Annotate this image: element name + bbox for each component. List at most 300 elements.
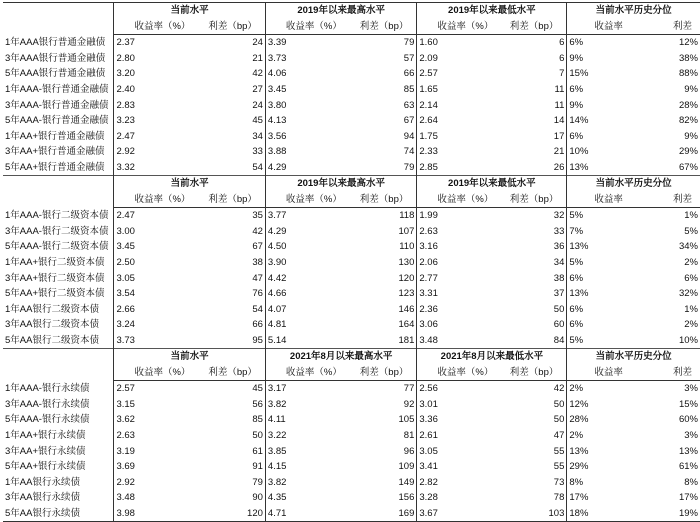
table-cell: 6% <box>567 317 632 333</box>
table-cell: 3.56 <box>265 128 343 144</box>
bond-name: 5年AA+银行普通金融债 <box>5 161 105 173</box>
table-cell: 50 <box>252 430 263 442</box>
row-label-header <box>3 349 114 365</box>
table-cell: 110 <box>399 241 415 253</box>
table-cell: 3.82 <box>265 474 343 490</box>
table-cell: 2.56 <box>417 381 495 397</box>
table-cell: 50 <box>553 398 565 410</box>
table-cell: 9% <box>684 130 698 142</box>
table-cell: 6 <box>495 35 567 51</box>
bond-name: 3年AAA-银行普通金融债 <box>5 99 109 111</box>
column-header: 利差（bp） <box>208 366 257 378</box>
group-header: 2019年以来最高水平 <box>265 176 416 192</box>
column-header: 收益率（%） <box>114 19 192 35</box>
table-cell: 4.29 <box>265 159 343 175</box>
table-cell: 2.92 <box>114 474 192 490</box>
table-cell: 3.85 <box>265 443 343 459</box>
column-header: 利差（bp） <box>359 20 409 32</box>
group-header: 当前水平 <box>114 3 265 19</box>
row-label-header <box>3 3 114 19</box>
section-group-header <box>3 176 700 192</box>
table-cell: 5.14 <box>265 332 343 348</box>
table-cell: 3.05 <box>114 270 192 286</box>
table-row <box>3 286 700 302</box>
table-cell: 4.06 <box>265 66 343 82</box>
row-label-subheader <box>3 192 114 208</box>
table-cell: 4.13 <box>265 113 343 129</box>
table-cell: 3.28 <box>417 490 495 506</box>
table-cell: 6% <box>567 35 632 51</box>
table-row <box>3 428 700 444</box>
table-cell: 76 <box>252 288 263 300</box>
table-cell: 33 <box>553 225 565 237</box>
table-cell: 130 <box>398 257 415 269</box>
column-header: 收益率（%） <box>417 365 495 381</box>
table-cell: 1.99 <box>417 208 495 224</box>
table-cell: 2.50 <box>114 255 192 271</box>
table-cell: 33 <box>252 146 263 158</box>
table-cell: 3.98 <box>114 506 192 522</box>
group-header: 当前水平 <box>114 349 265 365</box>
table-cell: 8% <box>684 476 698 488</box>
group-header: 当前水平历史分位 <box>567 3 700 19</box>
table-cell: 3.48 <box>417 332 495 348</box>
table-cell: 1.75 <box>417 128 495 144</box>
section-group-header <box>3 3 700 19</box>
table-cell: 2.14 <box>417 97 495 113</box>
table-cell: 57 <box>403 52 415 64</box>
table-cell: 47 <box>252 272 263 284</box>
table-cell: 3.15 <box>114 397 192 413</box>
group-header: 2019年以来最高水平 <box>265 3 416 19</box>
table-row <box>3 82 700 98</box>
table-cell: 38% <box>678 52 698 64</box>
table-cell: 81 <box>403 430 415 442</box>
bond-name: 1年AAA-银行普通金融债 <box>5 84 109 95</box>
table-cell: 123 <box>398 288 415 300</box>
table-cell: 2.63 <box>417 224 495 240</box>
column-header: 利差（bp） <box>509 366 559 378</box>
table-cell: 73 <box>553 476 565 488</box>
table-cell: 3.67 <box>417 506 495 522</box>
table-cell: 3.22 <box>265 428 343 444</box>
table-cell: 50 <box>553 414 565 426</box>
table-cell: 12% <box>632 35 700 51</box>
table-cell: 18% <box>567 506 632 522</box>
table-cell: 5% <box>567 255 632 271</box>
table-row <box>3 144 700 160</box>
row-label-subheader <box>3 19 114 35</box>
table-cell: 50 <box>553 303 565 315</box>
table-cell: 13% <box>678 445 698 457</box>
column-header: 收益率（%） <box>265 365 343 381</box>
table-cell: 149 <box>398 476 415 488</box>
table-cell: 55 <box>553 445 565 457</box>
table-cell: 78 <box>553 492 565 504</box>
column-header: 利差（bp） <box>359 366 409 378</box>
table-cell: 92 <box>403 398 415 410</box>
table-row <box>3 128 700 144</box>
column-header: 利差（bp） <box>509 20 559 32</box>
table-cell: 109 <box>398 461 415 473</box>
table-cell: 42 <box>495 381 567 397</box>
section-sub-header <box>3 19 700 35</box>
group-header: 当前水平 <box>114 176 265 192</box>
table-cell: 95 <box>252 334 263 346</box>
bond-name: 5年AAA银行普通金融债 <box>5 68 106 80</box>
table-cell: 38 <box>553 272 565 284</box>
table-cell: 24 <box>192 35 265 51</box>
bond-name: 1年AA+银行永续债 <box>5 430 86 442</box>
table-cell: 79 <box>344 35 417 51</box>
table-cell: 19% <box>632 506 700 522</box>
table-cell: 90 <box>252 492 263 504</box>
table-cell: 79 <box>403 161 415 173</box>
table-cell: 3.45 <box>114 239 192 255</box>
table-cell: 88% <box>678 68 698 80</box>
table-cell: 7% <box>567 224 632 240</box>
table-cell: 94 <box>403 130 415 142</box>
table-cell: 61 <box>252 445 263 457</box>
table-cell: 2.61 <box>417 428 495 444</box>
bond-name: 3年AAA-银行二级资本债 <box>5 225 109 237</box>
table-cell: 37 <box>553 288 565 300</box>
column-header: 利差 <box>672 366 692 378</box>
table-cell: 10% <box>567 144 632 160</box>
table-cell: 3.88 <box>265 144 343 160</box>
table-cell: 6% <box>567 82 632 98</box>
table-cell: 35 <box>192 208 265 224</box>
table-cell: 103 <box>495 506 567 522</box>
section-group-header <box>3 349 700 365</box>
table-cell: 1.60 <box>417 35 495 51</box>
table-cell: 4.29 <box>265 224 343 240</box>
table-cell: 32 <box>495 208 567 224</box>
table-cell: 2.63 <box>114 428 192 444</box>
table-cell: 66 <box>252 319 263 331</box>
table-cell: 96 <box>403 445 415 457</box>
bond-name: 5年AA银行永续债 <box>3 506 114 522</box>
bond-name: 1年AA+银行普通金融债 <box>5 130 105 142</box>
bond-name: 3年AA银行二级资本债 <box>5 319 99 331</box>
bond-name: 5年AA+银行永续债 <box>5 461 86 473</box>
table-cell: 9% <box>567 51 632 67</box>
table-cell: 54 <box>252 303 263 315</box>
table-cell: 21 <box>553 146 565 158</box>
bond-name: 3年AA+银行普通金融债 <box>5 146 105 158</box>
table-cell: 3.32 <box>114 159 192 175</box>
table-cell: 77 <box>344 381 417 397</box>
bond-yield-table <box>3 2 700 522</box>
table-row <box>3 301 700 317</box>
table-cell: 2.82 <box>417 474 495 490</box>
table-cell: 3.69 <box>114 459 192 475</box>
table-cell: 32% <box>678 288 698 300</box>
group-header: 2021年8月以来最低水平 <box>417 349 567 365</box>
table-cell: 55 <box>553 461 565 473</box>
table-cell: 2.57 <box>417 66 495 82</box>
table-cell: 17% <box>567 490 632 506</box>
table-cell: 2.47 <box>114 208 192 224</box>
column-header: 收益率 <box>567 192 632 208</box>
table-cell: 2.85 <box>417 159 495 175</box>
bond-name: 5年AA银行二级资本债 <box>5 334 99 346</box>
bond-name: 3年AAA银行普通金融债 <box>5 52 106 64</box>
table-cell: 3.45 <box>265 82 343 98</box>
table-cell: 118 <box>344 208 417 224</box>
table-cell: 13% <box>567 443 632 459</box>
table-cell: 34 <box>553 257 565 269</box>
table-row <box>3 239 700 255</box>
table-cell: 67 <box>252 241 263 253</box>
table-cell: 5% <box>684 225 698 237</box>
table-cell: 34% <box>678 241 698 253</box>
table-cell: 4.15 <box>265 459 343 475</box>
table-cell: 38 <box>252 257 263 269</box>
table-cell: 15% <box>567 66 632 82</box>
table-cell: 63 <box>403 99 415 111</box>
table-cell: 2.57 <box>114 381 192 397</box>
table-cell: 79 <box>252 476 263 488</box>
table-cell: 3.31 <box>417 286 495 302</box>
table-cell: 3.19 <box>114 443 192 459</box>
table-row <box>3 255 700 271</box>
table-cell: 42 <box>252 225 263 237</box>
table-cell: 2.37 <box>114 35 192 51</box>
column-header: 利差（bp） <box>208 20 257 32</box>
table-cell: 120 <box>192 506 265 522</box>
table-row <box>3 443 700 459</box>
column-header: 利差（bp） <box>208 193 257 205</box>
table-cell: 3.62 <box>114 412 192 428</box>
group-header: 当前水平历史分位 <box>567 176 700 192</box>
table-cell: 3.48 <box>114 490 192 506</box>
table-cell: 28% <box>678 99 698 111</box>
table-cell: 74 <box>403 146 415 158</box>
column-header: 收益率 <box>567 365 632 381</box>
table-cell: 15% <box>678 398 698 410</box>
table-cell: 2.64 <box>417 113 495 129</box>
section-sub-header <box>3 365 700 381</box>
bond-name: 3年AA+银行二级资本债 <box>5 272 105 284</box>
table-cell: 3.36 <box>417 412 495 428</box>
table-cell: 3.05 <box>417 443 495 459</box>
table-cell: 105 <box>398 414 415 426</box>
table-cell: 67 <box>403 115 415 127</box>
table-cell: 61% <box>678 461 698 473</box>
table-cell: 85 <box>252 414 263 426</box>
table-cell: 3.24 <box>114 317 192 333</box>
table-cell: 2.77 <box>417 270 495 286</box>
table-row <box>3 208 700 224</box>
table-cell: 85 <box>403 84 415 95</box>
column-header: 收益率（%） <box>114 192 192 208</box>
group-header: 2021年8月以来最高水平 <box>265 349 416 365</box>
bond-name: 5年AA+银行二级资本债 <box>5 288 105 300</box>
table-cell: 2.06 <box>417 255 495 271</box>
table-cell: 2.66 <box>114 301 192 317</box>
bond-name: 5年AAA-银行普通金融债 <box>5 115 109 127</box>
table-cell: 2.40 <box>114 82 192 98</box>
table-cell: 9% <box>684 84 698 95</box>
table-cell: 3.17 <box>265 381 343 397</box>
table-cell: 4.71 <box>265 506 343 522</box>
table-row <box>3 270 700 286</box>
table-row <box>3 159 700 175</box>
table-cell: 13% <box>567 239 632 255</box>
table-row <box>3 381 700 397</box>
table-cell: 60 <box>553 319 565 331</box>
row-label-subheader <box>3 365 114 381</box>
table-cell: 36 <box>553 241 565 253</box>
table-cell: 164 <box>398 319 415 331</box>
table-cell: 13% <box>567 159 632 175</box>
table-cell: 47 <box>553 430 565 442</box>
table-cell: 2% <box>684 257 698 269</box>
table-cell: 2.92 <box>114 144 192 160</box>
table-cell: 3.01 <box>417 397 495 413</box>
section-sub-header <box>3 192 700 208</box>
bond-name: 1年AAA银行普通金融债 <box>5 37 106 49</box>
table-cell: 3.82 <box>265 397 343 413</box>
table-cell: 10% <box>678 334 698 346</box>
table-row <box>3 397 700 413</box>
table-cell: 2.83 <box>114 97 192 113</box>
table-cell: 3.16 <box>417 239 495 255</box>
column-header: 收益率（%） <box>417 192 495 208</box>
table-cell: 67% <box>678 161 698 173</box>
column-header: 收益率（%） <box>114 365 192 381</box>
table-cell: 3.41 <box>417 459 495 475</box>
column-header: 收益率（%） <box>417 19 495 35</box>
table-cell: 4.81 <box>265 317 343 333</box>
group-header: 2019年以来最低水平 <box>417 176 567 192</box>
table-cell: 4.35 <box>265 490 343 506</box>
table-cell: 17% <box>678 492 698 504</box>
table-cell: 3.54 <box>114 286 192 302</box>
table-cell: 2% <box>567 381 632 397</box>
table-cell: 6% <box>684 272 698 284</box>
table-cell: 120 <box>398 272 415 284</box>
table-cell: 60% <box>678 414 698 426</box>
table-cell: 84 <box>553 334 565 346</box>
bond-name: 1年AA+银行二级资本债 <box>5 257 105 269</box>
table-cell: 3.90 <box>265 255 343 271</box>
table-cell: 7 <box>559 68 565 80</box>
table-cell: 3% <box>684 430 698 442</box>
table-cell: 66 <box>403 68 415 80</box>
bond-name: 3年AA银行永续债 <box>5 492 80 504</box>
table-cell: 1.65 <box>417 82 495 98</box>
bond-name: 3年AAA-银行永续债 <box>5 398 90 410</box>
table-cell: 26 <box>553 161 565 173</box>
table-cell: 3% <box>632 381 700 397</box>
table-cell: 181 <box>398 334 415 346</box>
table-cell: 169 <box>344 506 417 522</box>
table-cell: 45 <box>252 115 263 127</box>
table-cell: 146 <box>398 303 415 315</box>
table-cell: 45 <box>192 381 265 397</box>
table-cell: 29% <box>567 459 632 475</box>
table-cell: 4.42 <box>265 270 343 286</box>
table-cell: 2.47 <box>114 128 192 144</box>
table-cell: 14 <box>553 115 565 127</box>
table-cell: 3.00 <box>114 224 192 240</box>
table-cell: 91 <box>252 461 263 473</box>
group-header: 2019年以来最低水平 <box>417 3 567 19</box>
table-cell: 42 <box>252 68 263 80</box>
table-row <box>3 51 700 67</box>
table-cell: 12% <box>567 397 632 413</box>
table-cell: 107 <box>398 225 415 237</box>
table-cell: 2.80 <box>114 51 192 67</box>
table-row <box>3 66 700 82</box>
table-cell: 3.06 <box>417 317 495 333</box>
table-cell: 11 <box>554 84 565 95</box>
table-cell: 27 <box>252 84 263 95</box>
column-header: 收益率 <box>567 19 632 35</box>
table-cell: 3.39 <box>265 35 343 51</box>
table-cell: 4.50 <box>265 239 343 255</box>
table-row <box>3 35 700 51</box>
table-cell: 5% <box>567 332 632 348</box>
table-row <box>3 332 700 348</box>
table-cell: 5% <box>567 208 632 224</box>
row-label-header <box>3 176 114 192</box>
table-row <box>3 459 700 475</box>
table-row <box>3 412 700 428</box>
table-cell: 34 <box>252 130 263 142</box>
table-cell: 2% <box>684 319 698 331</box>
table-cell: 6 <box>559 52 565 64</box>
table-cell: 2.33 <box>417 144 495 160</box>
table-cell: 8% <box>567 474 632 490</box>
table-cell: 11 <box>554 99 565 111</box>
table-cell: 17 <box>553 130 565 142</box>
table-row <box>3 474 700 490</box>
bond-name: 1年AAA-银行二级资本债 <box>5 210 109 222</box>
table-cell: 6% <box>567 301 632 317</box>
bond-name: 1年AAA-银行永续债 <box>5 383 90 395</box>
table-cell: 4.66 <box>265 286 343 302</box>
table-cell: 28% <box>567 412 632 428</box>
table-row <box>3 317 700 333</box>
table-cell: 3.80 <box>265 97 343 113</box>
table-cell: 156 <box>398 492 415 504</box>
table-cell: 3.77 <box>265 208 343 224</box>
bond-name: 3年AA+银行永续债 <box>5 445 86 457</box>
table-cell: 9% <box>567 97 632 113</box>
table-cell: 4.11 <box>265 412 343 428</box>
table-cell: 21 <box>252 52 263 64</box>
table-cell: 54 <box>252 161 263 173</box>
bond-name: 5年AAA-银行永续债 <box>5 414 90 426</box>
table-cell: 3.73 <box>114 332 192 348</box>
table-row <box>3 224 700 240</box>
table-cell: 1% <box>632 208 700 224</box>
table-cell: 4.07 <box>265 301 343 317</box>
table-cell: 6% <box>567 128 632 144</box>
table-cell: 24 <box>252 99 263 111</box>
table-row <box>3 113 700 129</box>
table-cell: 29% <box>678 146 698 158</box>
table-cell: 13% <box>567 286 632 302</box>
table-cell: 3.20 <box>114 66 192 82</box>
bond-name: 5年AAA-银行二级资本债 <box>5 241 109 253</box>
column-header: 利差（bp） <box>359 193 409 205</box>
group-header: 当前水平历史分位 <box>567 349 700 365</box>
column-header: 利差 <box>672 193 692 205</box>
